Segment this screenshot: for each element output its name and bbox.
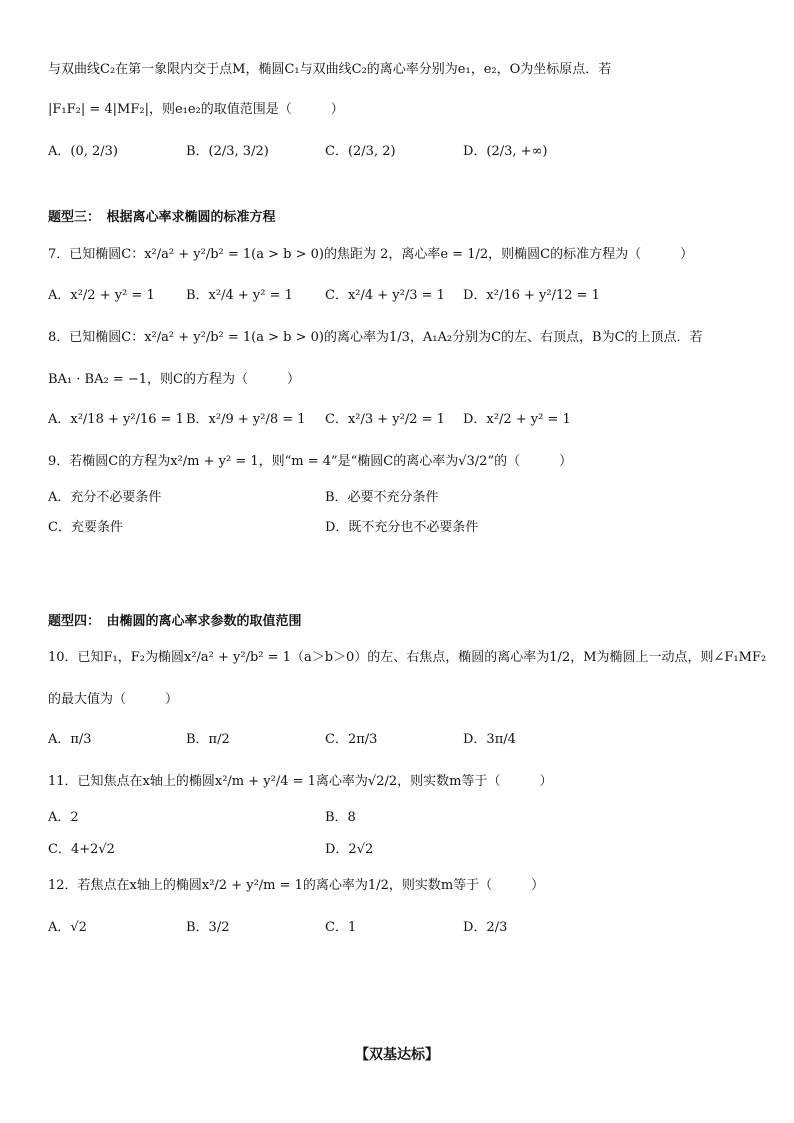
answer-option: D．(2/3, +∞) (463, 144, 548, 159)
question-text: 9．若椭圆C的方程为x²/m + y² = 1，则“m = 4”是“椭圆C的离心率为√3/2”的（ ） (48, 454, 573, 469)
question-text: BA₁ · BA₂ = −1，则C的方程为（ ） (48, 372, 300, 387)
answer-option: D．3π/4 (463, 732, 516, 747)
answer-option: A．x²/18 + y²/16 = 1 (48, 412, 184, 427)
answer-option: D．既不充分也不必要条件 (325, 520, 479, 535)
question-text: 7．已知椭圆C：x²/a² + y²/b² = 1(a > b > 0)的焦距为 2，离心率e = 1/2，则椭圆C的标准方程为（ ） (48, 247, 694, 262)
answer-option: C．x²/3 + y²/2 = 1 (325, 412, 445, 427)
answer-option: A．π/3 (48, 732, 92, 747)
answer-option: B．8 (325, 810, 356, 825)
answer-option: C．1 (325, 920, 357, 935)
answer-option: C．(2/3, 2) (325, 144, 396, 159)
answer-option: A．充分不必要条件 (48, 490, 162, 505)
answer-option: D．x²/16 + y²/12 = 1 (463, 288, 600, 303)
answer-option: A．√2 (48, 920, 87, 935)
answer-option: B．π/2 (186, 732, 230, 747)
question-text: 与双曲线C₂在第一象限内交于点M，椭圆C₁与双曲线C₂的离心率分别为e₁，e₂，O为坐标原点．若 (48, 62, 612, 77)
section-footer: 【双基达标】 (355, 1047, 439, 1063)
answer-option: D．2/3 (463, 920, 508, 935)
answer-option: B．3/2 (186, 920, 230, 935)
question-text: 10．已知F₁，F₂为椭圆x²/a² + y²/b² = 1（a＞b＞0）的左、右焦点，椭圆的离心率为1/2，M为椭圆上一动点，则∠F₁MF₂ (48, 650, 767, 665)
answer-option: C．x²/4 + y²/3 = 1 (325, 288, 445, 303)
question-text: |F₁F₂| = 4|MF₂|，则e₁e₂的取值范围是（ ） (48, 102, 344, 117)
question-text: 的最大值为（ ） (48, 692, 179, 707)
answer-option: B．(2/3, 3/2) (186, 144, 269, 159)
question-text: 11．已知焦点在x轴上的椭圆x²/m + y²/4 = 1离心率为√2/2，则实数m等于（ ） (48, 774, 553, 789)
answer-option: C．2π/3 (325, 732, 378, 747)
question-text: 12．若焦点在x轴上的椭圆x²/2 + y²/m = 1的离心率为1/2，则实数m等于（ ） (48, 878, 545, 893)
answer-option: B．x²/4 + y² = 1 (186, 288, 293, 303)
answer-option: D．2√2 (325, 842, 374, 857)
section-heading: 题型三： 根据离心率求椭圆的标准方程 (48, 210, 276, 225)
answer-option: C．4+2√2 (48, 842, 115, 857)
question-text: 8．已知椭圆C：x²/a² + y²/b² = 1(a > b > 0)的离心率为1/3，A₁A₂分别为C的左、右顶点，B为C的上顶点．若 (48, 330, 703, 345)
section-heading: 题型四： 由椭圆的离心率求参数的取值范围 (48, 614, 302, 629)
answer-option: A．x²/2 + y² = 1 (48, 288, 155, 303)
answer-option: B．必要不充分条件 (325, 490, 439, 505)
answer-option: D．x²/2 + y² = 1 (463, 412, 571, 427)
answer-option: A．2 (48, 810, 79, 825)
answer-option: A．(0, 2/3) (48, 144, 118, 159)
answer-option: B．x²/9 + y²/8 = 1 (186, 412, 306, 427)
answer-option: C．充要条件 (48, 520, 123, 535)
